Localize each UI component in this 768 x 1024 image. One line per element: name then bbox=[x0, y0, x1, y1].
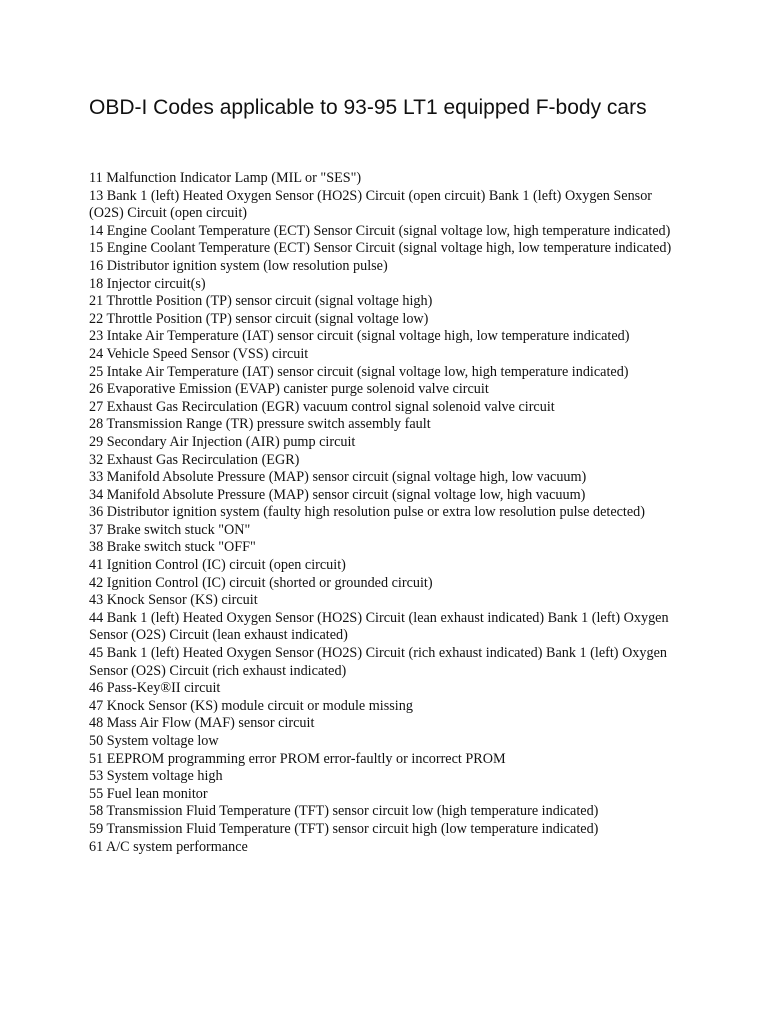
code-item: 28 Transmission Range (TR) pressure switch assembly fault bbox=[89, 416, 431, 433]
document-title: OBD-I Codes applicable to 93-95 LT1 equipped F-body cars bbox=[89, 96, 647, 119]
code-item: 11 Malfunction Indicator Lamp (MIL or "SES") bbox=[89, 170, 362, 186]
code-item: 32 Exhaust Gas Recirculation (EGR) bbox=[89, 451, 300, 468]
code-item: 59 Transmission Fluid Temperature (TFT) sensor circuit high (low temperature indicated) bbox=[89, 820, 599, 837]
code-item: 53 System voltage high bbox=[89, 768, 223, 785]
document-page bbox=[89, 94, 689, 856]
code-item: 51 EEPROM programming error PROM error-faultly or incorrect PROM bbox=[89, 750, 506, 767]
code-item: 24 Vehicle Speed Sensor (VSS) circuit bbox=[89, 345, 309, 362]
code-item: 58 Transmission Fluid Temperature (TFT) sensor circuit low (high temperature indicated) bbox=[89, 803, 599, 820]
code-item: 22 Throttle Position (TP) sensor circuit (signal voltage low) bbox=[89, 310, 429, 327]
code-item: 46 Pass-Key®II circuit bbox=[89, 680, 221, 697]
code-item: 55 Fuel lean monitor bbox=[89, 785, 208, 802]
code-item: 47 Knock Sensor (KS) module circuit or module missing bbox=[89, 697, 413, 714]
code-item: 38 Brake switch stuck "OFF" bbox=[89, 539, 256, 556]
code-item: 61 A/C system performance bbox=[89, 838, 248, 855]
code-item: 34 Manifold Absolute Pressure (MAP) sensor circuit (signal voltage low, high vacuum) bbox=[89, 486, 586, 503]
code-list bbox=[89, 170, 689, 856]
code-item: 45 Bank 1 (left) Heated Oxygen Sensor (HO2S) Circuit (rich exhaust indicated) Bank 1 (left) Oxygen Sensor (O2S) Circuit (rich exhaust indicated) bbox=[89, 645, 667, 679]
code-item: 44 Bank 1 (left) Heated Oxygen Sensor (HO2S) Circuit (lean exhaust indicated) Bank 1 (left) Oxygen Sensor (O2S) Circuit (lean exhaust indicated) bbox=[89, 609, 669, 644]
code-item: 15 Engine Coolant Temperature (ECT) Sensor Circuit (signal voltage high, low temperature indicated) bbox=[89, 240, 672, 257]
code-item: 18 Injector circuit(s) bbox=[89, 275, 206, 292]
code-item: 41 Ignition Control (IC) circuit (open circuit) bbox=[89, 557, 346, 574]
code-item: 13 Bank 1 (left) Heated Oxygen Sensor (HO2S) Circuit (open circuit) Bank 1 (left) Oxygen Sensor (O2S) Circuit (open circuit) bbox=[89, 187, 653, 222]
code-item: 14 Engine Coolant Temperature (ECT) Sensor Circuit (signal voltage low, high temperature indicated) bbox=[89, 222, 671, 239]
code-item: 43 Knock Sensor (KS) circuit bbox=[89, 592, 258, 609]
code-item: 25 Intake Air Temperature (IAT) sensor circuit (signal voltage low, high temperature indicated) bbox=[89, 363, 629, 380]
code-item: 16 Distributor ignition system (low resolution pulse) bbox=[89, 257, 388, 274]
code-item: 27 Exhaust Gas Recirculation (EGR) vacuum control signal solenoid valve circuit bbox=[89, 398, 555, 415]
code-item: 42 Ignition Control (IC) circuit (shorted or grounded circuit) bbox=[89, 574, 433, 591]
code-item: 29 Secondary Air Injection (AIR) pump circuit bbox=[89, 433, 356, 450]
code-item: 26 Evaporative Emission (EVAP) canister purge solenoid valve circuit bbox=[89, 381, 489, 398]
code-item: 48 Mass Air Flow (MAF) sensor circuit bbox=[89, 715, 315, 732]
code-item: 33 Manifold Absolute Pressure (MAP) sensor circuit (signal voltage high, low vacuum) bbox=[89, 469, 587, 486]
code-item: 37 Brake switch stuck "ON" bbox=[89, 521, 251, 538]
code-item: 23 Intake Air Temperature (IAT) sensor circuit (signal voltage high, low temperature indicated) bbox=[89, 328, 630, 345]
code-item: 21 Throttle Position (TP) sensor circuit (signal voltage high) bbox=[89, 293, 433, 310]
code-item: 50 System voltage low bbox=[89, 733, 219, 749]
code-item: 36 Distributor ignition system (faulty high resolution pulse or extra low resolution pulse detected) bbox=[89, 504, 645, 521]
